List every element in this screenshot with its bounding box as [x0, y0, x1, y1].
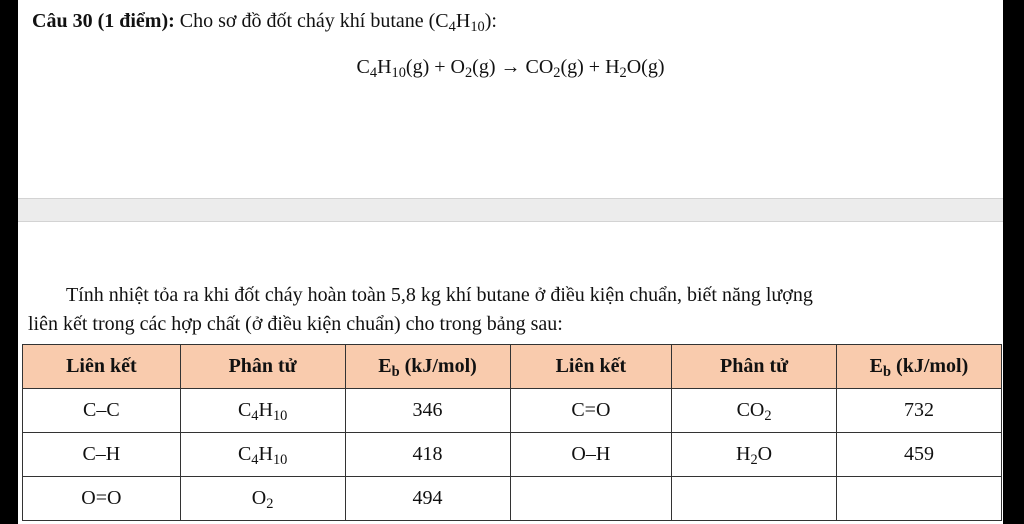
cell-bond: O–H	[510, 433, 672, 477]
cell-molecule: $C_4H_{10}$	[180, 389, 345, 433]
cell-molecule: $O_2$	[180, 477, 345, 521]
question-label: Câu 30 (1 điểm):	[32, 10, 175, 32]
cell-energy: 732	[836, 389, 1001, 433]
bond-energy-table	[22, 344, 1002, 521]
header-energy-1: $E_b$ (kJ/mol)	[345, 345, 510, 389]
header-energy-2: $E_b$ (kJ/mol)	[836, 345, 1001, 389]
header-bond-1: Liên kết	[23, 345, 181, 389]
cell-energy-empty	[836, 477, 1001, 521]
cell-energy: 346	[345, 389, 510, 433]
cell-bond-empty	[510, 477, 672, 521]
question-heading	[32, 10, 497, 36]
header-bond-2: Liên kết	[510, 345, 672, 389]
cell-bond: O=O	[23, 477, 181, 521]
header-molecule-2: Phân tử	[672, 345, 837, 389]
table-row	[23, 389, 1002, 433]
cell-bond: C–H	[23, 433, 181, 477]
table-header-row	[23, 345, 1002, 389]
cell-bond: C=O	[510, 389, 672, 433]
cell-energy: 418	[345, 433, 510, 477]
table-row	[23, 433, 1002, 477]
document-page-top	[18, 0, 1003, 198]
page-gap-divider	[18, 198, 1003, 222]
cell-molecule: $C_4H_{10}$	[180, 433, 345, 477]
question-text: Cho sơ đồ đốt cháy khí butane $(C_4H_{10})$:	[179, 10, 497, 36]
cell-energy: 494	[345, 477, 510, 521]
problem-line-1: Tính nhiệt tỏa ra khi đốt cháy hoàn toàn 5,8 kg khí butane ở điều kiện chuẩn, biết năng lượng	[66, 284, 813, 306]
table-row	[23, 477, 1002, 521]
cell-energy: 459	[836, 433, 1001, 477]
cell-molecule: $CO_2$	[672, 389, 837, 433]
cell-molecule-empty	[672, 477, 837, 521]
header-molecule-1: Phân tử	[180, 345, 345, 389]
cell-molecule: $H_2O$	[672, 433, 837, 477]
problem-line-2: liên kết trong các hợp chất (ở điều kiện chuẩn) cho trong bảng sau:	[28, 313, 563, 335]
cell-bond: C–C	[23, 389, 181, 433]
combustion-equation: $C_4H_{10}(g) + O_2(g) \to CO_2(g) + H_2O(g)$	[356, 56, 665, 82]
problem-statement	[28, 281, 988, 339]
